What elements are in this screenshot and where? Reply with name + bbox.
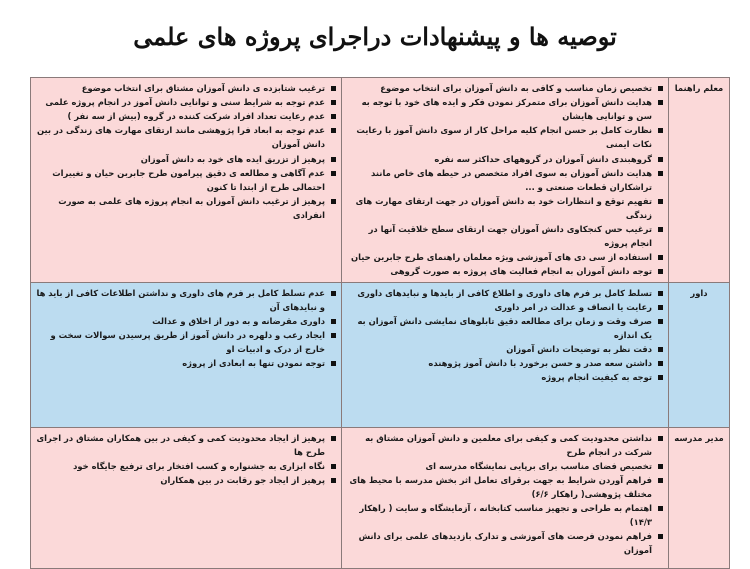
list-item: فراهم آوردن شرایط به جهت برقرای تعامل اثر بخش مدرسه با محیط های مختلف پژوهشی( راهکار ۶/۶) (346, 473, 664, 501)
list-item: توجه نمودن تنها به ابعادی از پروژه (35, 356, 337, 370)
role-cell: مدیر مدرسه (669, 427, 730, 568)
list-item: صرف وقت و زمان برای مطالعه دقیق تابلوهای نمایشی دانش آموزان به یک اندازه (346, 314, 664, 342)
list-item: هدایت دانش آموزان به سوی افراد متخصص در حیطه های خاص مانند تراشکاران قطعات صنعتی و ... (346, 166, 664, 194)
page-title: توصیه ها و پیشنهادات دراجرای پروژه های علمی (133, 22, 617, 51)
table-row-teacher (31, 78, 730, 283)
negative-list (35, 431, 337, 487)
recommendations-table (30, 77, 730, 569)
list-item: تفهیم توقع و انتظارات خود به دانش آموزان در جهت ارتقای مهارت های زندگی (346, 194, 664, 222)
list-item: پرهیز از ایجاد محدودیت کمی و کیفی در بین همکاران مشتاق در اجرای طرح ها (35, 431, 337, 459)
list-item: گروهبندی دانش آموزان در گروههای حداکثر سه نفره (346, 152, 664, 166)
list-item: پرهیز از تزریق ایده های خود به دانش آموزان (35, 152, 337, 166)
list-item: پرهیز از ترغیب دانش آموزان به انجام پروژه های علمی به صورت انفرادی (35, 194, 337, 222)
table-row-principal (31, 427, 730, 568)
negative-list (35, 286, 337, 371)
list-item: نگاه ابزاری به جشنواره و کسب افتخار برای ترفیع جایگاه خود (35, 459, 337, 473)
list-item: عدم تسلط کامل بر فرم های داوری و نداشتن اطلاعات کافی از باید ها و نبایدهای آن (35, 286, 337, 314)
list-item: هدایت دانش آموزان برای متمرکز نمودن فکر و ایده های خود با توجه به سن و توانایی هایشان (346, 95, 664, 123)
list-item: عدم توجه به ابعاد فرا پژوهشی مانند ارتقای مهارت های زندگی در بین دانش آموزان (35, 123, 337, 151)
positive-list (346, 286, 664, 385)
list-item: استفاده از سی دی های آموزشی ویژه معلمان راهنمای طرح جابربن حیان (346, 250, 664, 264)
list-item: داوری مقرضانه و به دور از اخلاق و عدالت (35, 314, 337, 328)
list-item: رعایت یا انصاف و عدالت در امر داوری (346, 300, 664, 314)
list-item: عدم توجه به شرایط سنی و توانایی دانش آموز در انجام پروژه علمی (35, 95, 337, 109)
list-item: ایجاد رعب و دلهره در دانش آموز از طریق پرسیدن سوالات سخت و خارج از درک و ادبیات او (35, 328, 337, 356)
positive-list (346, 431, 664, 558)
negative-cell (31, 282, 342, 427)
list-item: داشتن سعه صدر و حسن برخورد با دانش آموز پژوهنده (346, 356, 664, 370)
list-item: فراهم نمودن فرصت های آموزشی و تدارک بازدیدهای علمی برای دانش آموزان (346, 529, 664, 557)
list-item: دقت نظر به توضیحات دانش آموزان (346, 342, 664, 356)
role-cell: داور (669, 282, 730, 427)
positive-cell (342, 427, 669, 568)
negative-list (35, 81, 337, 222)
list-item: نداشتن محدودیت کمی و کیفی برای معلمین و دانش آموزان مشتاق به شرکت در انجام طرح (346, 431, 664, 459)
list-item: پرهیز از ایجاد جو رقابت در بین همکاران (35, 473, 337, 487)
negative-cell (31, 427, 342, 568)
list-item: تخصیص زمان مناسب و کافی به دانش آموزان برای انتخاب موضوع (346, 81, 664, 95)
list-item: توجه دانش آموزان به انجام فعالیت های پروژه به صورت گروهی (346, 264, 664, 278)
positive-list (346, 81, 664, 279)
list-item: تسلط کامل بر فرم های داوری و اطلاع کافی از بایدها و نبایدهای داوری (346, 286, 664, 300)
list-item: ترغیب حس کنجکاوی دانش آموزان جهت ارتقای سطح خلاقیت آنها در انجام پروژه (346, 222, 664, 250)
list-item: اهتمام به طراحی و تجهیز مناسب کتابخانه ، آزمایشگاه و سایت ( راهکار ۱۴/۳) (346, 501, 664, 529)
negative-cell (31, 78, 342, 283)
list-item: ترغیب شتابزده ی دانش آموزان مشتاق برای انتخاب موضوع (35, 81, 337, 95)
list-item: توجه به کیفیت انجام پروژه (346, 370, 664, 384)
list-item: تخصیص فضای مناسب برای برپایی نمایشگاه مدرسه ای (346, 459, 664, 473)
positive-cell (342, 282, 669, 427)
table-row-judge (31, 282, 730, 427)
list-item: عدم رعایت تعداد افراد شرکت کننده در گروه (بیش از سه نفر ) (35, 109, 337, 123)
list-item: عدم آگاهی و مطالعه ی دقیق پیرامون طرح جابربن حیان و تغییرات احتمالی طرح از ابتدا تا کنون (35, 166, 337, 194)
positive-cell (342, 78, 669, 283)
role-cell: معلم راهنما (669, 78, 730, 283)
list-item: نظارت کامل بر حسن انجام کلیه مراحل کار از سوی دانش آموز با رعایت نکات ایمنی (346, 123, 664, 151)
